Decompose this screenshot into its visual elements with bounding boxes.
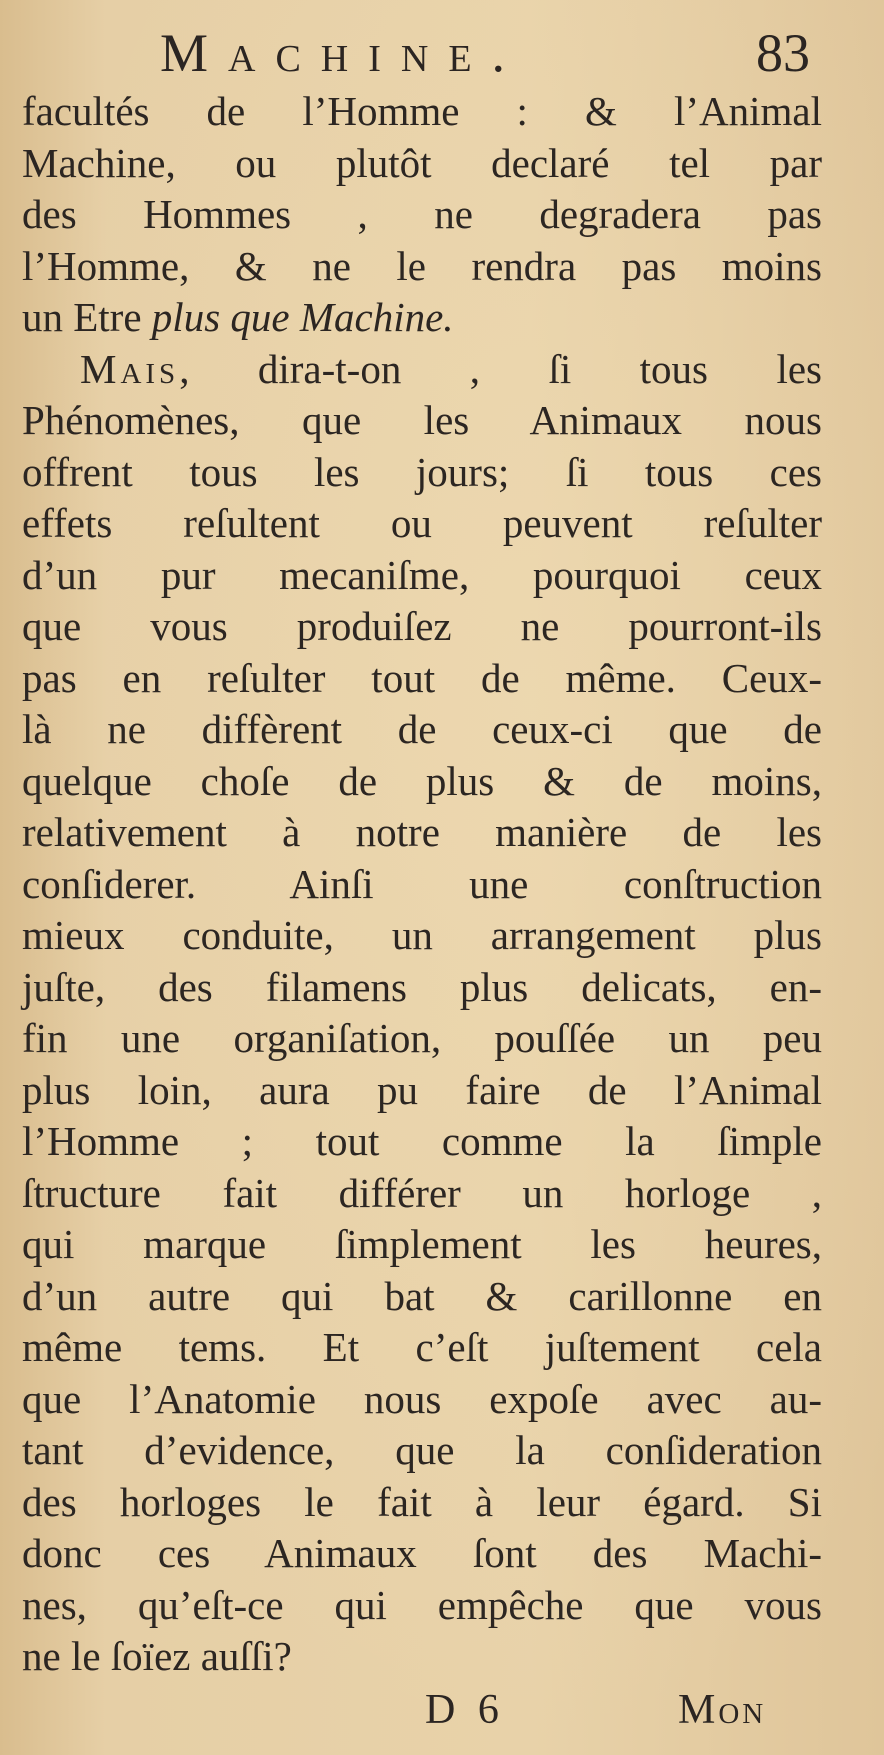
text-line: offrent tous les jours; ſi tous ces bbox=[22, 448, 822, 495]
text-line: l’Homme ; tout comme la ſimple bbox=[22, 1118, 822, 1164]
text-line: Machine, ou plutôt declaré tel par bbox=[22, 139, 822, 186]
text-line bbox=[22, 344, 822, 396]
text-line: des horloges le fait à leur égard. Si bbox=[22, 1478, 822, 1525]
page-footer bbox=[0, 1680, 884, 1740]
text-line: juſte, des filamens plus delicats, en- bbox=[22, 963, 822, 1010]
smallcaps-opening: Mais bbox=[80, 345, 180, 392]
text-line: conſiderer. Ainſi une conſtruction bbox=[22, 860, 822, 907]
text-fragment: , dira-t-on , ſi tous les bbox=[179, 345, 822, 392]
text-line: mieux conduite, un arrangement plus bbox=[22, 912, 822, 958]
text-line: des Hommes , ne degradera pas bbox=[22, 191, 822, 237]
text-line: là ne diffèrent de ceux-ci que de bbox=[22, 706, 822, 752]
text-line: ſtructure fait différer un horloge , bbox=[22, 1169, 822, 1216]
text-line: que vous produiſez ne pourront-ils bbox=[22, 603, 822, 649]
text-line: nes, qu’eſt-ce qui empêche que vous bbox=[22, 1581, 822, 1628]
italic-phrase: plus que Machine. bbox=[151, 294, 454, 340]
text-line: fin une organiſation, pouſſée un peu bbox=[22, 1015, 822, 1061]
text-line: tant d’evidence, que la conſideration bbox=[22, 1427, 822, 1473]
text-line: même tems. Et c’eſt juſtement cela bbox=[22, 1324, 822, 1370]
text-line: plus loin, aura pu faire de l’Animal bbox=[22, 1066, 822, 1113]
text-line: relativement à notre manière de les bbox=[22, 809, 822, 855]
text-line bbox=[22, 292, 822, 344]
page-header bbox=[0, 18, 884, 88]
text-line: Phénomènes, que les Animaux nous bbox=[22, 397, 822, 443]
text-line: d’un autre qui bat & carillonne en bbox=[22, 1272, 822, 1319]
text-line: d’un pur mecaniſme, pourquoi ceux bbox=[22, 551, 822, 598]
running-head: Machine. bbox=[160, 23, 526, 83]
body-text bbox=[22, 86, 822, 1683]
text-line: que l’Anatomie nous expoſe avec au- bbox=[22, 1375, 822, 1422]
text-line: effets reſultent ou peuvent reſulter bbox=[22, 500, 822, 546]
text-fragment: un Etre bbox=[22, 294, 152, 340]
text-line: facultés de l’Homme : & l’Animal bbox=[22, 88, 822, 134]
text-line: pas en reſulter tout de même. Ceux- bbox=[22, 654, 822, 701]
text-line: ne le ſoïez auſſi? bbox=[22, 1633, 292, 1679]
page-number: 83 bbox=[756, 23, 810, 83]
signature-mark: D 6 bbox=[425, 1687, 505, 1733]
text-line: l’Homme, & ne le rendra pas moins bbox=[22, 242, 822, 289]
text-line: qui marque ſimplement les heures, bbox=[22, 1221, 822, 1267]
text-line: quelque choſe de plus & de moins, bbox=[22, 757, 822, 804]
text-line: donc ces Animaux ſont des Machi- bbox=[22, 1530, 822, 1576]
catchword: Mon bbox=[678, 1687, 767, 1733]
